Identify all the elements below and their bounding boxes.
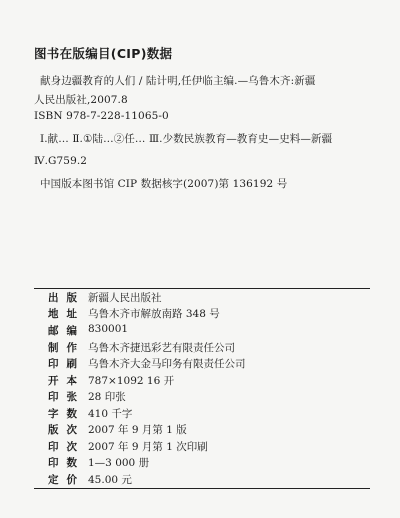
- info-label: 版次: [48, 424, 85, 436]
- cip-subject-line: Ⅰ.献… Ⅱ.①陆…②任… Ⅲ.少数民族教育—教育史—史料—新疆: [40, 133, 333, 145]
- info-value: 787×1092 16 开: [88, 375, 175, 387]
- info-label: 印次: [48, 441, 85, 453]
- info-label: 印张: [48, 391, 85, 403]
- info-label: 邮编: [48, 325, 85, 337]
- cip-record-number: 中国版本图书馆 CIP 数据核字(2007)第 136192 号: [40, 178, 288, 190]
- info-value: 830001: [88, 323, 129, 335]
- cip-title: 图书在版编目(CIP)数据: [34, 46, 173, 61]
- info-value: 28 印张: [88, 391, 126, 403]
- info-value: 2007 年 9 月第 1 次印刷: [88, 441, 208, 453]
- info-value: 410 千字: [88, 408, 133, 420]
- info-value: 45.00 元: [88, 474, 132, 486]
- top-rule: [34, 288, 370, 289]
- bottom-rule: [34, 488, 370, 489]
- info-value: 1—3 000 册: [88, 457, 150, 469]
- info-label: 制作: [48, 342, 85, 354]
- info-label: 印刷: [48, 358, 85, 370]
- info-value: 新疆人民出版社: [88, 292, 162, 304]
- info-value: 乌鲁木齐大金马印务有限责任公司: [88, 358, 246, 370]
- cip-publisher-line: 人民出版社,2007.8: [34, 94, 128, 106]
- cip-classification: Ⅳ.G759.2: [34, 155, 88, 167]
- info-label: 开本: [48, 375, 85, 387]
- cip-book-title-line: 献身边疆教育的人们 / 陆计明,任伊临主编.—乌鲁木齐:新疆: [40, 75, 316, 87]
- info-label: 出版: [48, 292, 85, 304]
- info-value: 乌鲁木齐捷迅彩艺有限责任公司: [88, 342, 235, 354]
- info-value: 乌鲁木齐市解放南路 348 号: [88, 308, 220, 320]
- cip-isbn: ISBN 978-7-228-11065-0: [34, 110, 169, 122]
- info-label: 印数: [48, 457, 85, 469]
- info-label: 定价: [48, 474, 85, 486]
- info-value: 2007 年 9 月第 1 版: [88, 424, 187, 436]
- info-label: 地址: [48, 308, 85, 320]
- info-label: 字数: [48, 408, 85, 420]
